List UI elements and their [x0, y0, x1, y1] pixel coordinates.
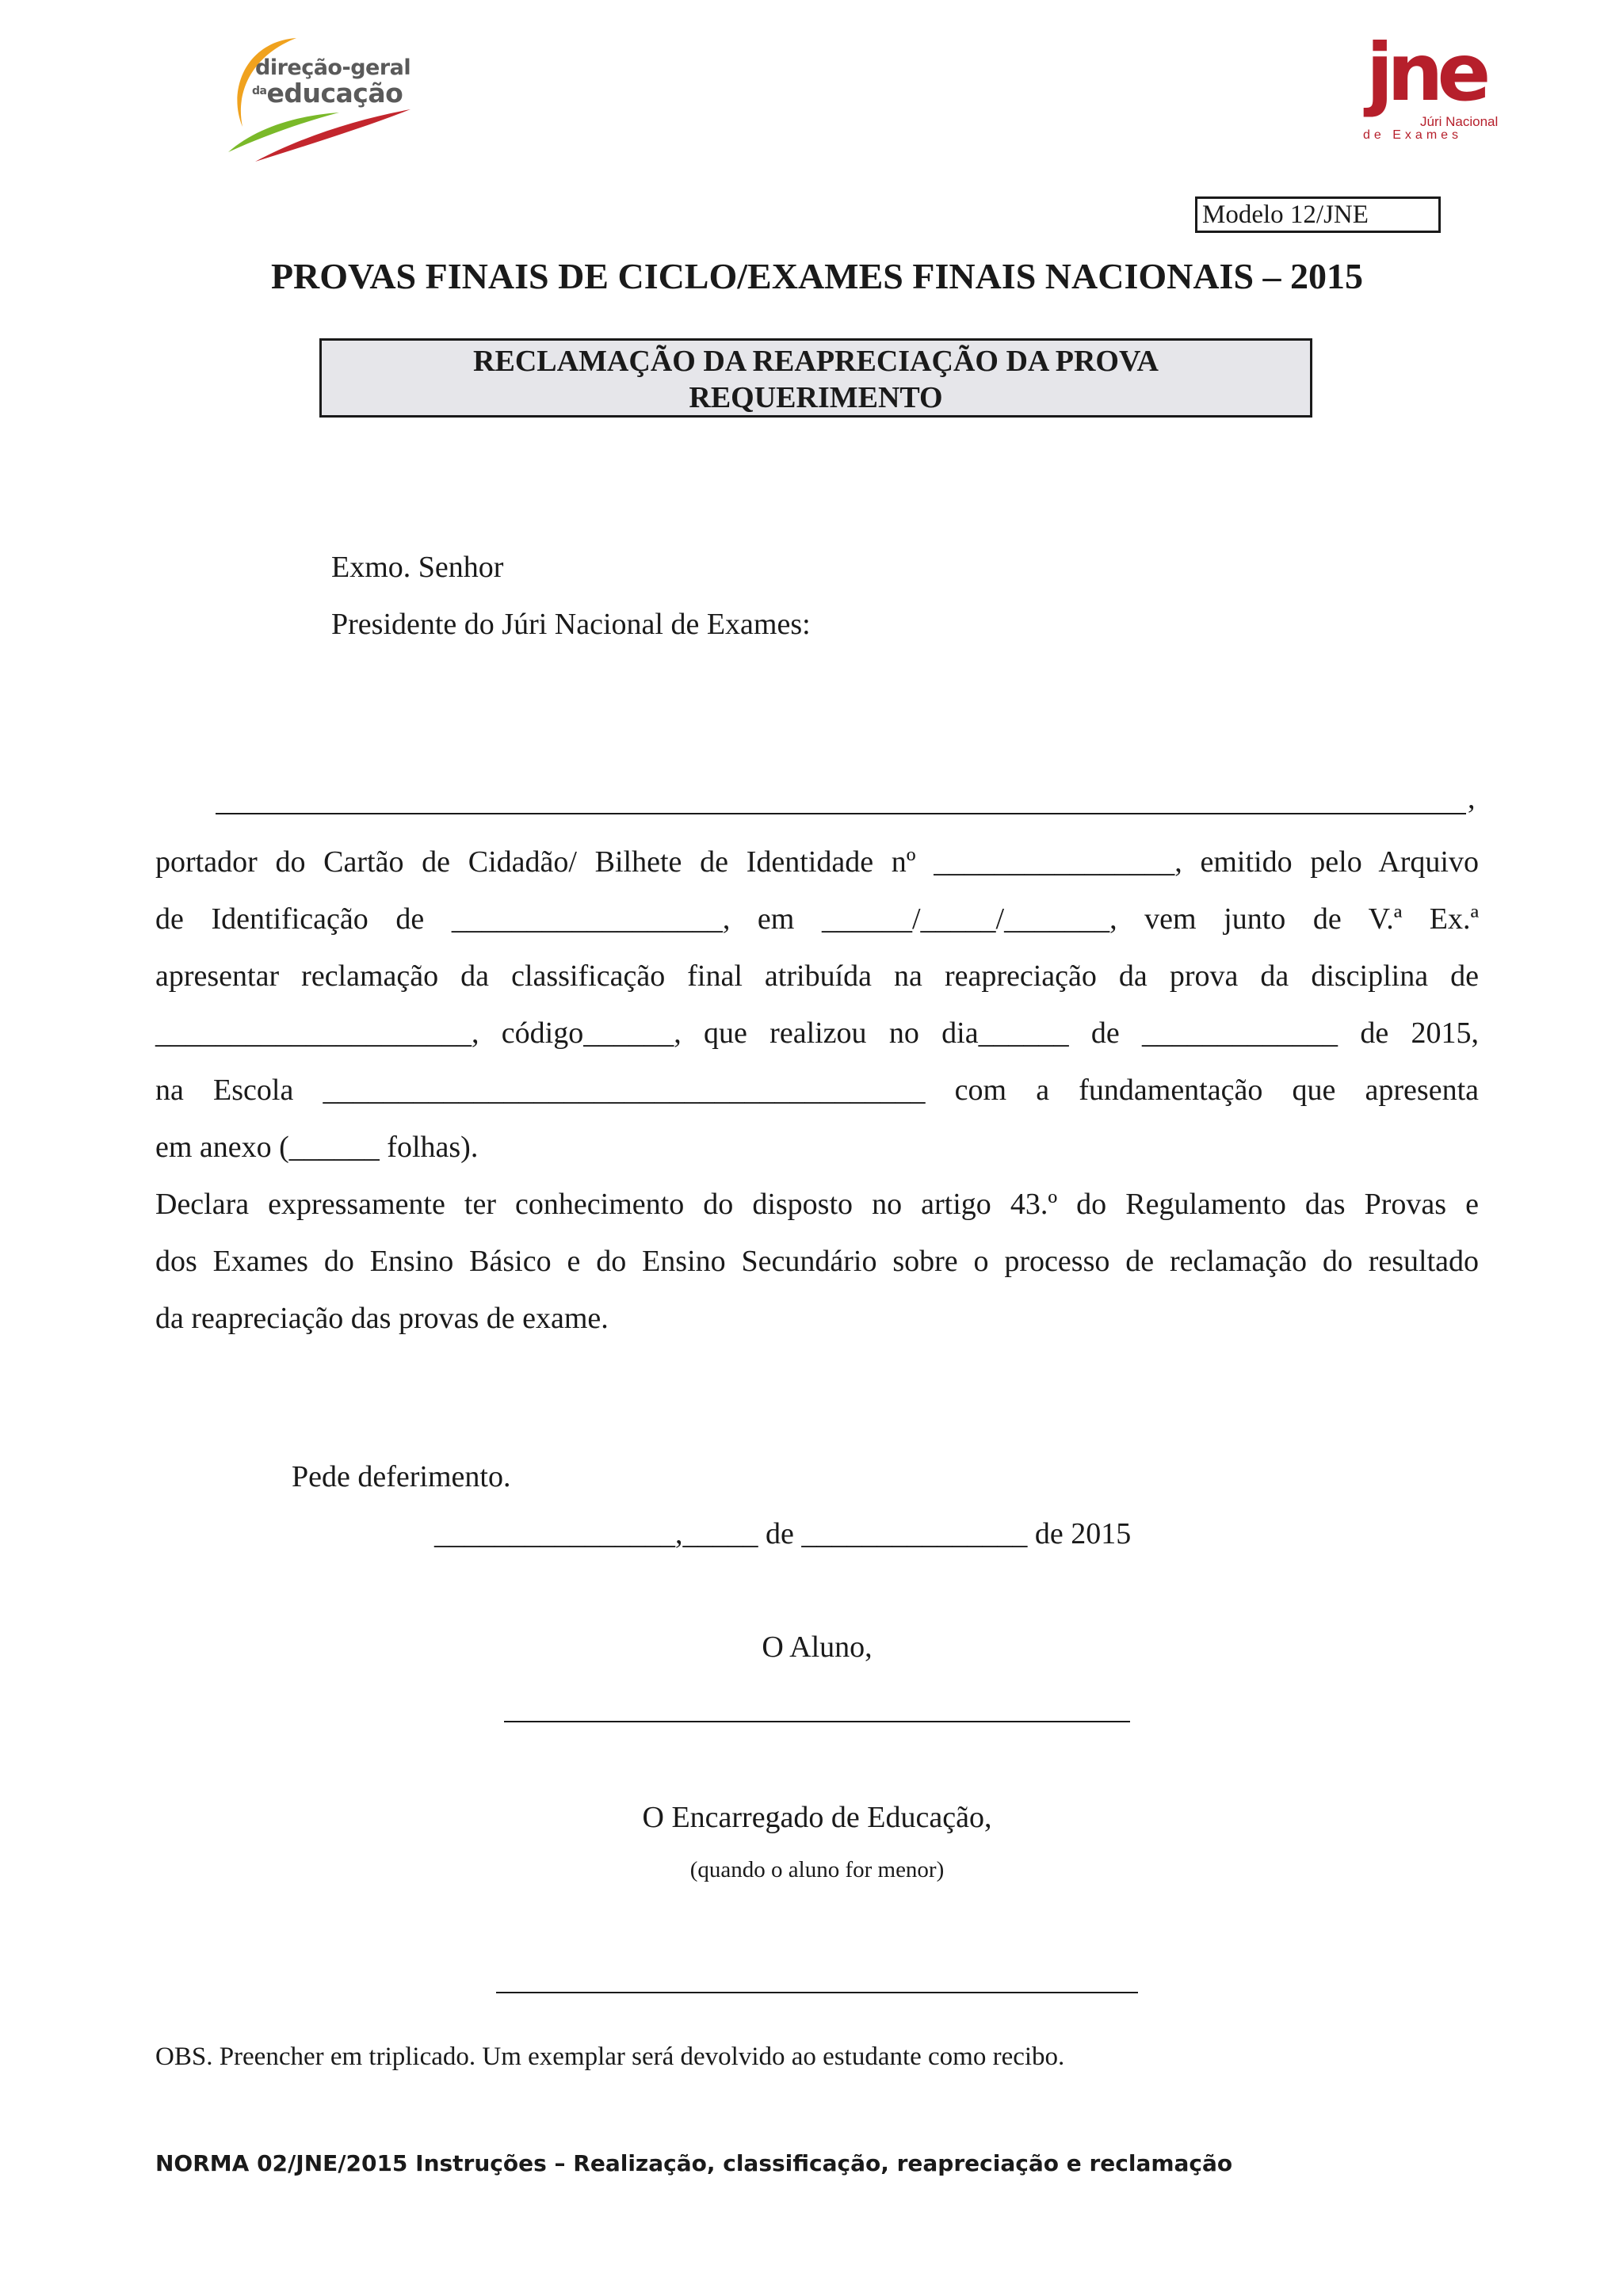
dge-logo-line2 [252, 78, 403, 109]
jne-logo-line1: Júri Nacional [1420, 114, 1499, 129]
guardian-signature-label: O Encarregado de Educação, [642, 1801, 992, 1834]
request-closing: Pede deferimento. [292, 1460, 511, 1493]
jne-logo-line2: de Exames [1363, 128, 1463, 142]
dge-logo [223, 33, 418, 168]
body-line-1: portador do Cartão de Cidadão/ Bilhete de Identidade nº ________________, emitido pelo Arquivo [155, 845, 1479, 879]
student-signature-line[interactable] [504, 1721, 1130, 1722]
student-signature-label: O Aluno, [762, 1630, 873, 1664]
subtitle-box [319, 338, 1312, 418]
jne-logo [1355, 26, 1499, 152]
subtitle-line1: RECLAMAÇÃO DA REAPRECIAÇÃO DA PROVA [473, 345, 1159, 378]
guardian-note: (quando o aluno for menor) [689, 1857, 945, 1882]
guardian-signature-line[interactable] [496, 1992, 1138, 1993]
body-line-3: apresentar reclamação da classificação final atribuída na reapreciação da prova da disciplina de [155, 959, 1479, 993]
body-line-8: dos Exames do Ensino Básico e do Ensino Secundário sobre o processo de reclamação do resultado [155, 1245, 1479, 1278]
dge-logo-line1: direção-geral [255, 55, 411, 80]
body-line-5: na Escola ________________________________________ com a fundamentação que apresenta [155, 1074, 1479, 1107]
page-title: PROVAS FINAIS DE CICLO/EXAMES FINAIS NACIONAIS – 2015 [270, 256, 1364, 296]
footer-norma: NORMA 02/JNE/2015 Instruções – Realização, classificação, reapreciação e reclamação [155, 2150, 1233, 2176]
body-line-7: Declara expressamente ter conhecimento do disposto no artigo 43.º do Regulamento das Provas e [155, 1188, 1479, 1221]
dge-logo-prefix: da [252, 85, 267, 97]
body-line-4: _____________________, código______, que realizou no dia______ de _____________ de 2015, [155, 1016, 1479, 1050]
request-body [155, 833, 1479, 1347]
subtitle-line2: REQUERIMENTO [689, 381, 943, 414]
observation-note: OBS. Preencher em triplicado. Um exemplar será devolvido ao estudante como recibo. [155, 2042, 1065, 2071]
body-line-6: em anexo (______ folhas). [155, 1131, 479, 1164]
name-line-comma: , [1468, 782, 1476, 815]
salutation-line1: Exmo. Senhor [331, 551, 504, 584]
body-line-9: da reapreciação das provas de exame. [155, 1302, 609, 1335]
model-label-box: Modelo 12/JNE [1195, 196, 1441, 233]
body-line-2: de Identificação de __________________, em ______/_____/_______, vem junto de V.ª Ex.ª [155, 902, 1479, 936]
salutation-line2: Presidente do Júri Nacional de Exames: [331, 608, 811, 641]
name-field-line[interactable] [216, 813, 1466, 814]
dge-logo-word: educação [266, 78, 403, 109]
date-line: ________________,_____ de _______________ de 2015 [434, 1517, 1132, 1550]
jne-logo-mark: jne [1366, 26, 1485, 119]
